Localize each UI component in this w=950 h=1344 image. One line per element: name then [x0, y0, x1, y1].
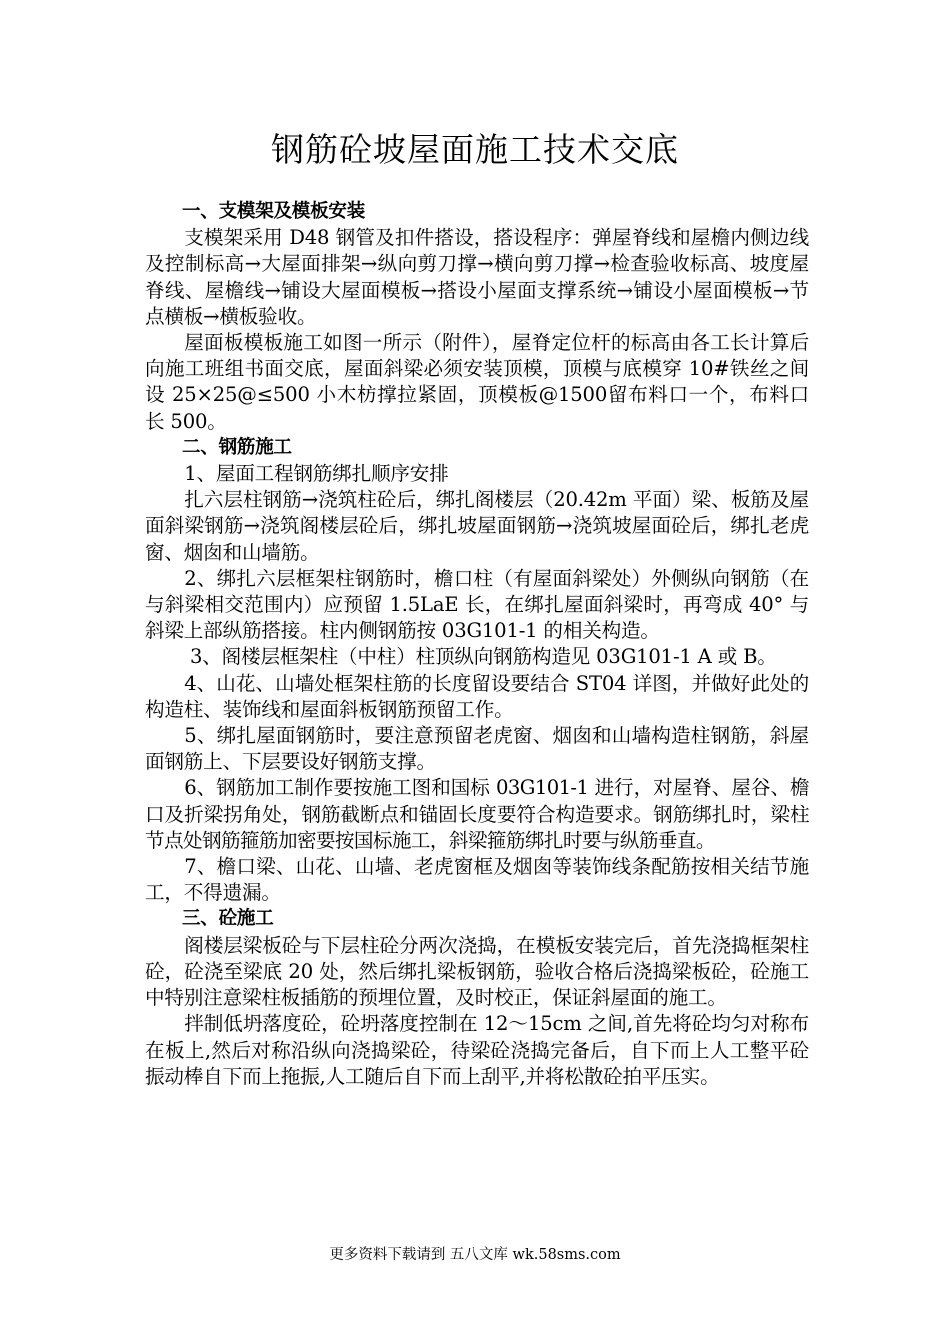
- paragraph: 屋面板模板施工如图一所示（附件），屋脊定位杆的标高由各工长计算后向施工班组书面交底，屋面斜梁必须安装顶模，顶模与底模穿 10#铁丝之间设 25×25@≤500 小木枋撑拉紧固，顶模板@1500留布料口一个，布料口长 500。: [145, 331, 809, 433]
- paragraph: 4、山花、山墙处框架柱筋的长度留设要结合 ST04 详图，并做好此处的构造柱、装饰线和屋面斜板钢筋预留工作。: [145, 671, 809, 721]
- paragraph: 7、檐口梁、山花、山墙、老虎窗框及烟囱等装饰线条配筋按相关结节施工，不得遗漏。: [145, 855, 809, 905]
- section-heading: 一、支模架及模板安装: [182, 201, 366, 222]
- section-heading: 三、砼施工: [182, 908, 274, 930]
- paragraph: 阁楼层梁板砼与下层柱砼分两次浇捣，在模板安装完后，首先浇捣框架柱砼，砼浇至梁底 20 处，然后绑扎梁板钢筋，验收合格后浇捣梁板砼，砼施工中特别注意梁柱板插筋的预埋位置，及时校正，保证斜屋面的施工。: [145, 933, 809, 1010]
- paragraph: 5、绑扎屋面钢筋时，要注意预留老虎窗、烟囱和山墙构造柱钢筋，斜屋面钢筋上、下层要设好钢筋支撑。: [145, 724, 809, 774]
- paragraph: 3、阁楼层框架柱（中柱）柱顶纵向钢筋构造见 03G101-1 A 或 B。: [190, 645, 777, 669]
- paragraph: 拌制低坍落度砼，砼坍落度控制在 12～15cm 之间,首先将砼均匀对称布在板上,然后对称沿纵向浇捣梁砼，待梁砼浇捣完备后，自下而上人工整平砼振动棒自下而上拖振,人工随后自下而上刮平,并将松散砼拍平压实。: [145, 1012, 809, 1088]
- paragraph: 6、钢筋加工制作要按施工图和国标 03G101-1 进行，对屋脊、屋谷、檐口及折梁拐角处，钢筋截断点和锚固长度要符合构造要求。钢筋绑扎时，梁柱节点处钢筋箍筋加密要按国标施工，斜梁箍筋绑扎时要与纵筋垂直。: [145, 776, 809, 852]
- document-title: 钢筋砼坡屋面施工技术交底: [271, 130, 679, 169]
- paragraph: 2、绑扎六层框架柱钢筋时，檐口柱（有屋面斜梁处）外侧纵向钢筋（在与斜梁相交范围内）应预留 1.5LaE 长，在绑扎屋面斜梁时，再弯成 40° 与斜梁上部纵筋搭接。柱内侧钢筋按 03G101-1 的相关构造。: [145, 566, 809, 643]
- section-heading: 二、钢筋施工: [182, 436, 292, 458]
- paragraph: 扎六层柱钢筋→浇筑柱砼后，绑扎阁楼层（20.42m 平面）梁、板筋及屋面斜梁钢筋→浇筑阁楼层砼后，绑扎坡屋面钢筋→浇筑坡屋面砼后，绑扎老虎窗、烟囱和山墙筋。: [145, 488, 809, 564]
- footer-note: 更多资料下载请到 五八文库 wk.58sms.com: [329, 1247, 621, 1263]
- paragraph: 支模架采用 D48 钢管及扣件搭设，搭设程序：弹屋脊线和屋檐内侧边线及控制标高→大屋面排架→纵向剪刀撑→横向剪刀撑→检查验收标高、坡度屋脊线、屋檐线→铺设大屋面模板→搭设小屋面支撑系统→铺设小屋面模板→节点横板→横板验收。: [145, 226, 809, 328]
- document-body: [145, 199, 809, 1090]
- paragraph: 1、屋面工程钢筋绑扎顺序安排: [184, 462, 449, 486]
